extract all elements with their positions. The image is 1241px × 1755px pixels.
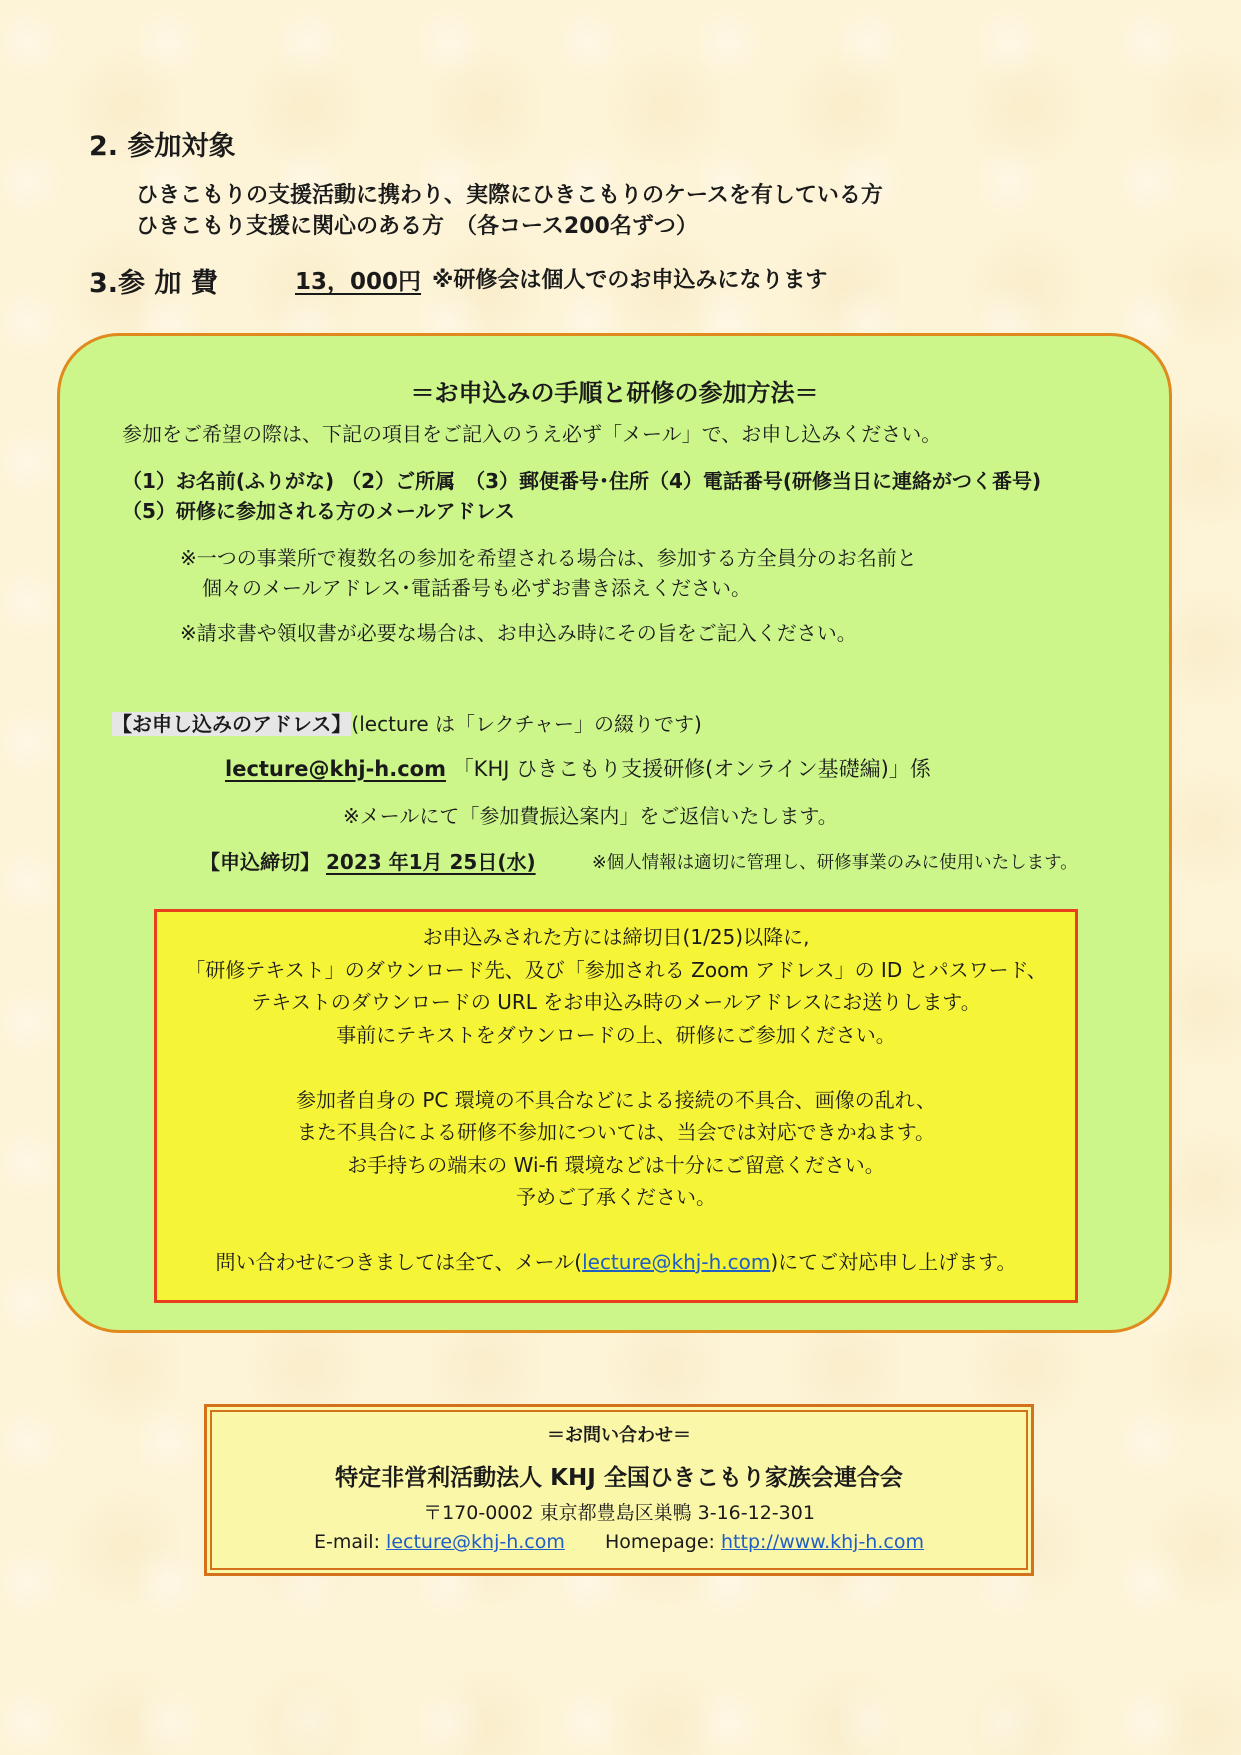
notice-box [154, 909, 1078, 1303]
section-3-heading: 3.参 加 費 [89, 268, 218, 299]
privacy-note: ※個人情報は適切に管理し、研修事業のみに使用いたします。 [592, 853, 1078, 873]
section-2-line-1: ひきこもりの支援活動に携わり、実際にひきこもりのケースを有している方 [136, 183, 883, 208]
reply-note: ※メールにて「参加費振込案内」をご返信いたします。 [343, 804, 838, 828]
contact-email-link[interactable]: lecture@khj-h.com [386, 1531, 565, 1553]
notice-line-8: 予めご了承ください。 [516, 1185, 716, 1209]
application-email-link[interactable]: lecture@khj-h.com [225, 757, 446, 781]
notice-line-4: 事前にテキストをダウンロードの上、研修にご参加ください。 [336, 1022, 896, 1047]
notice-line-7: お手持ちの端末の Wi-fi 環境などは十分にご留意ください。 [347, 1152, 885, 1177]
deadline-line [200, 846, 536, 875]
notice-line-3: テキストのダウンロードの URL をお申込み時のメールアドレスにお送りします。 [251, 990, 981, 1014]
notice-line-5: 参加者自身の PC 環境の不具合などによる接続の不具合、画像の乱れ、 [296, 1087, 936, 1112]
notice-line-6: また不具合による研修不参加については、当会では対応できかねます。 [297, 1120, 935, 1144]
contact-box [204, 1404, 1034, 1576]
section-2-line-2: ひきこもり支援に関心のある方 （各コース200名ずつ） [136, 214, 698, 239]
address-note: (lecture は「レクチャー」の綴りです) [351, 712, 702, 736]
email-subject: 「KHJ ひきこもり支援研修(オンライン基礎編)」係 [452, 757, 931, 781]
contact-links [207, 1531, 1031, 1553]
notice-line-2: 「研修テキスト」のダウンロード先、及び「参加される Zoom アドレス」の ID とパスワード、 [185, 957, 1047, 982]
procedure-title: ＝お申込みの手順と研修の参加方法＝ [410, 379, 819, 407]
deadline-label: 【申込締切】 [200, 850, 320, 874]
inquiry-email-link[interactable]: lecture@khj-h.com [582, 1250, 771, 1274]
homepage-label: Homepage: [604, 1531, 715, 1553]
address-label: 【お申し込みのアドレス】 [112, 712, 352, 736]
note-multiple-participants-cont: 個々のメールアドレス･電話番号も必ずお書き添えください。 [202, 576, 751, 600]
notice-line-9: 問い合わせにつきましては全て、メール(lecture@khj-h.com)にてご対応申し上げます。 [215, 1250, 1017, 1274]
fee-note: ※研修会は個人でのお申込みになります [432, 268, 828, 293]
address-line [112, 708, 702, 737]
homepage-link[interactable]: http://www.khj-h.com [721, 1531, 924, 1553]
procedure-intro: 参加をご希望の際は、下記の項目をご記入のうえ必ず「メール」で、お申し込みください。 [122, 422, 942, 446]
note-multiple-participants: ※一つの事業所で複数名の参加を希望される場合は、参加する方全員分のお名前と [180, 546, 917, 570]
fee-amount: 13，000円 [295, 269, 422, 295]
email-line [225, 753, 931, 783]
required-items-2: （5）研修に参加される方のメールアドレス [122, 499, 515, 523]
email-label: E-mail: [314, 1531, 380, 1553]
notice-line-1: お申込みされた方には締切日(1/25)以降に, [422, 925, 810, 949]
deadline-date: 2023 年1月 25日(水) [326, 850, 536, 874]
section-2-heading: 2. 参加対象 [89, 131, 236, 162]
required-items-1: （1）お名前(ふりがな) （2）ご所属 （3）郵便番号･住所（4）電話番号(研修当日に連絡がつく番号) [122, 469, 1042, 493]
organization-name: 特定非営利活動法人 KHJ 全国ひきこもり家族会連合会 [335, 1465, 903, 1491]
note-invoice: ※請求書や領収書が必要な場合は、お申込み時にその旨をご記入ください。 [180, 621, 857, 645]
contact-title: ＝お問い合わせ＝ [547, 1425, 691, 1446]
postal-address: 〒170-0002 東京都豊島区巣鴨 3-16-12-301 [423, 1502, 815, 1524]
